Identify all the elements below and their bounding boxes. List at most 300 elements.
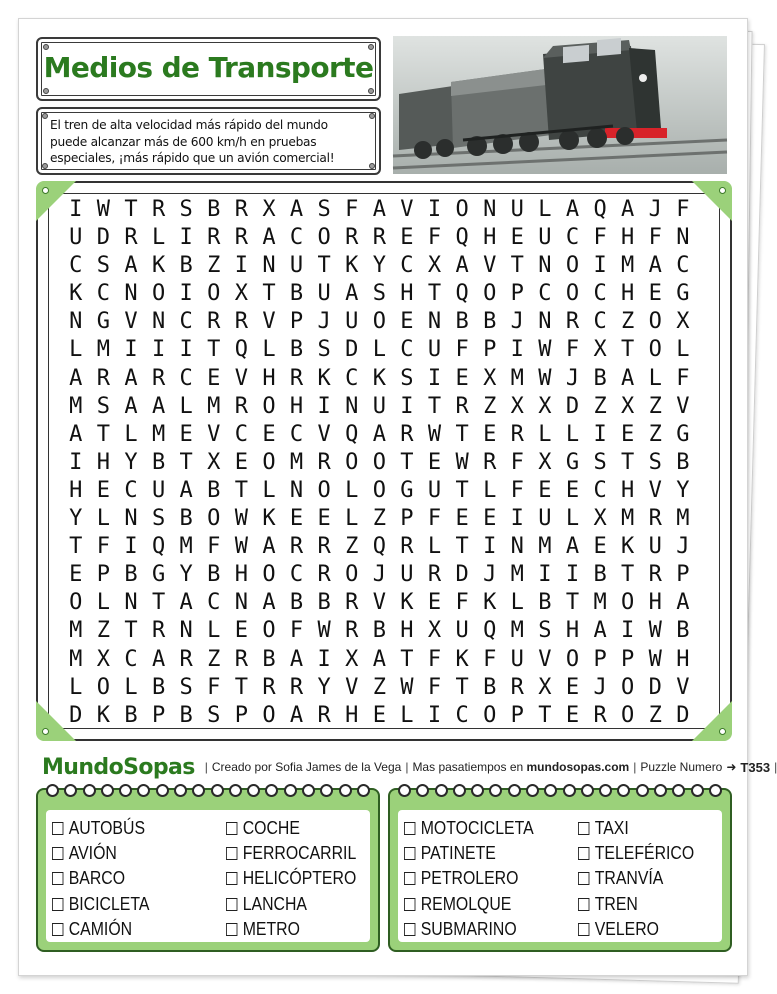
grid-letter[interactable]: Z <box>345 534 359 560</box>
grid-letter[interactable]: X <box>207 449 221 475</box>
grid-letter[interactable]: C <box>676 253 690 279</box>
grid-letter[interactable]: E <box>262 421 276 447</box>
grid-letter[interactable]: P <box>510 702 524 728</box>
grid-letter[interactable]: N <box>179 618 193 644</box>
grid-letter[interactable]: V <box>538 646 552 672</box>
grid-letter[interactable]: Z <box>621 309 635 335</box>
grid-letter[interactable]: I <box>510 506 524 532</box>
checkbox-icon[interactable] <box>52 822 63 835</box>
grid-letter[interactable]: Z <box>483 393 497 419</box>
checkbox-icon[interactable] <box>578 872 589 885</box>
grid-letter[interactable]: P <box>234 702 248 728</box>
grid-letter[interactable]: G <box>96 309 111 335</box>
grid-letter[interactable]: M <box>207 393 221 419</box>
grid-letter[interactable]: W <box>455 449 469 475</box>
grid-letter[interactable]: T <box>151 590 166 616</box>
grid-letter[interactable]: Q <box>345 421 359 447</box>
grid-letter[interactable]: F <box>289 618 304 644</box>
grid-letter[interactable]: O <box>262 449 276 475</box>
grid-letter[interactable]: J <box>565 365 580 391</box>
grid-letter[interactable]: R <box>289 674 304 700</box>
grid-letter[interactable]: O <box>648 337 662 363</box>
checkbox-icon[interactable] <box>404 898 415 911</box>
grid-letter[interactable]: F <box>207 674 221 700</box>
grid-letter[interactable]: Z <box>648 702 662 728</box>
grid-letter[interactable]: K <box>400 590 414 616</box>
grid-letter[interactable]: W <box>538 337 552 363</box>
grid-letter[interactable]: I <box>179 281 193 307</box>
grid-letter[interactable]: A <box>345 281 359 307</box>
grid-letter[interactable]: T <box>207 337 221 363</box>
grid-letter[interactable]: S <box>96 393 111 419</box>
grid-letter[interactable]: F <box>427 674 442 700</box>
grid-letter[interactable]: E <box>234 449 248 475</box>
grid-letter[interactable]: F <box>96 534 111 560</box>
grid-letter[interactable]: Z <box>207 646 221 672</box>
grid-letter[interactable]: H <box>621 225 635 251</box>
grid-letter[interactable]: L <box>151 225 166 251</box>
grid-letter[interactable]: L <box>538 421 552 447</box>
grid-letter[interactable]: E <box>69 562 83 588</box>
grid-letter[interactable]: K <box>317 365 331 391</box>
grid-letter[interactable]: L <box>538 197 552 222</box>
grid-letter[interactable]: U <box>151 477 166 503</box>
grid-letter[interactable]: A <box>262 534 276 560</box>
grid-letter[interactable]: L <box>400 702 414 728</box>
grid-letter[interactable]: R <box>262 674 276 700</box>
grid-letter[interactable]: S <box>317 197 331 222</box>
grid-letter[interactable]: R <box>151 197 166 222</box>
grid-letter[interactable]: F <box>427 646 442 672</box>
grid-letter[interactable]: L <box>510 590 524 616</box>
grid-letter[interactable]: E <box>565 674 580 700</box>
letter-grid[interactable] <box>62 196 710 730</box>
grid-letter[interactable]: P <box>510 281 524 307</box>
grid-letter[interactable]: K <box>345 253 359 279</box>
grid-letter[interactable]: R <box>400 534 414 560</box>
grid-letter[interactable]: D <box>455 562 469 588</box>
grid-letter[interactable]: T <box>621 562 635 588</box>
grid-letter[interactable]: N <box>676 225 690 251</box>
grid-letter[interactable]: H <box>345 702 359 728</box>
grid-letter[interactable]: V <box>676 674 690 700</box>
grid-letter[interactable]: R <box>345 225 359 251</box>
grid-letter[interactable]: M <box>510 618 524 644</box>
grid-letter[interactable]: M <box>151 421 166 447</box>
grid-letter[interactable]: E <box>96 477 111 503</box>
grid-letter[interactable]: R <box>289 534 304 560</box>
grid-letter[interactable]: N <box>510 534 524 560</box>
grid-letter[interactable]: I <box>538 562 552 588</box>
grid-letter[interactable]: B <box>179 506 193 532</box>
grid-letter[interactable]: V <box>262 309 276 335</box>
grid-letter[interactable]: P <box>400 506 414 532</box>
grid-letter[interactable]: L <box>262 337 276 363</box>
grid-letter[interactable]: N <box>234 590 248 616</box>
grid-letter[interactable]: A <box>593 618 607 644</box>
grid-letter[interactable]: T <box>510 253 524 279</box>
grid-letter[interactable]: O <box>151 281 166 307</box>
grid-letter[interactable]: O <box>483 702 497 728</box>
grid-letter[interactable]: W <box>648 618 662 644</box>
grid-letter[interactable]: R <box>317 702 331 728</box>
grid-letter[interactable]: N <box>538 309 552 335</box>
grid-letter[interactable]: O <box>372 309 386 335</box>
grid-letter[interactable]: B <box>593 365 607 391</box>
grid-letter[interactable]: D <box>96 225 111 251</box>
grid-letter[interactable]: U <box>69 225 83 251</box>
grid-letter[interactable]: B <box>676 449 690 475</box>
grid-letter[interactable]: I <box>151 337 166 363</box>
grid-letter[interactable]: R <box>565 309 580 335</box>
checkbox-icon[interactable] <box>226 923 237 936</box>
grid-letter[interactable]: Y <box>317 674 331 700</box>
grid-letter[interactable]: B <box>593 562 607 588</box>
grid-letter[interactable]: O <box>345 562 359 588</box>
grid-letter[interactable]: E <box>648 281 662 307</box>
grid-letter[interactable]: A <box>372 197 386 222</box>
grid-letter[interactable]: T <box>621 449 635 475</box>
grid-letter[interactable]: N <box>427 309 442 335</box>
grid-letter[interactable]: E <box>593 534 607 560</box>
grid-letter[interactable]: O <box>96 674 111 700</box>
grid-letter[interactable]: X <box>621 393 635 419</box>
grid-letter[interactable]: L <box>124 421 138 447</box>
grid-letter[interactable]: Z <box>372 506 386 532</box>
grid-letter[interactable]: C <box>179 309 193 335</box>
grid-letter[interactable]: M <box>69 646 83 672</box>
word-list-item[interactable] <box>578 892 694 917</box>
grid-letter[interactable]: S <box>317 337 331 363</box>
grid-letter[interactable]: R <box>510 674 524 700</box>
grid-letter[interactable]: R <box>317 534 331 560</box>
grid-letter[interactable]: P <box>621 646 635 672</box>
grid-letter[interactable]: O <box>262 618 276 644</box>
grid-letter[interactable]: P <box>676 562 690 588</box>
word-list-item[interactable] <box>578 917 694 942</box>
grid-letter[interactable]: R <box>234 309 248 335</box>
grid-letter[interactable]: G <box>400 477 414 503</box>
grid-letter[interactable]: O <box>565 253 580 279</box>
grid-letter[interactable]: V <box>207 421 221 447</box>
grid-letter[interactable]: I <box>593 253 607 279</box>
grid-letter[interactable]: A <box>289 702 304 728</box>
grid-letter[interactable]: B <box>372 618 386 644</box>
grid-letter[interactable]: Z <box>372 674 386 700</box>
grid-letter[interactable]: O <box>372 477 386 503</box>
grid-letter[interactable]: A <box>621 197 635 222</box>
grid-letter[interactable]: J <box>648 197 662 222</box>
grid-letter[interactable]: M <box>96 337 111 363</box>
grid-letter[interactable]: A <box>179 477 193 503</box>
grid-letter[interactable]: S <box>207 702 221 728</box>
grid-letter[interactable]: R <box>345 590 359 616</box>
grid-letter[interactable]: I <box>400 393 414 419</box>
grid-letter[interactable]: Q <box>234 337 248 363</box>
checkbox-icon[interactable] <box>226 872 237 885</box>
grid-letter[interactable]: H <box>621 281 635 307</box>
grid-letter[interactable]: T <box>455 674 469 700</box>
grid-letter[interactable]: T <box>234 477 248 503</box>
grid-letter[interactable]: A <box>124 253 138 279</box>
grid-letter[interactable]: H <box>400 618 414 644</box>
grid-letter[interactable]: B <box>538 590 552 616</box>
grid-letter[interactable]: S <box>151 506 166 532</box>
grid-letter[interactable]: A <box>289 197 304 222</box>
grid-letter[interactable]: T <box>179 449 193 475</box>
grid-letter[interactable]: T <box>124 618 138 644</box>
grid-letter[interactable]: J <box>676 534 690 560</box>
grid-letter[interactable]: I <box>124 337 138 363</box>
grid-letter[interactable]: X <box>538 674 552 700</box>
grid-letter[interactable]: E <box>372 702 386 728</box>
grid-letter[interactable]: S <box>179 197 193 222</box>
grid-letter[interactable]: A <box>262 225 276 251</box>
grid-letter[interactable]: X <box>427 618 442 644</box>
grid-letter[interactable]: E <box>179 421 193 447</box>
grid-letter[interactable]: S <box>400 365 414 391</box>
grid-letter[interactable]: V <box>372 590 386 616</box>
grid-letter[interactable]: T <box>124 197 138 222</box>
grid-letter[interactable]: L <box>372 337 386 363</box>
grid-letter[interactable]: B <box>207 477 221 503</box>
grid-letter[interactable]: M <box>69 393 83 419</box>
grid-letter[interactable]: P <box>483 337 497 363</box>
grid-letter[interactable]: W <box>400 674 414 700</box>
grid-letter[interactable]: B <box>455 309 469 335</box>
checkbox-icon[interactable] <box>404 847 415 860</box>
grid-letter[interactable]: R <box>400 421 414 447</box>
grid-letter[interactable]: R <box>317 562 331 588</box>
grid-letter[interactable]: E <box>455 365 469 391</box>
grid-letter[interactable]: R <box>372 225 386 251</box>
grid-letter[interactable]: Q <box>483 618 497 644</box>
word-list-item[interactable] <box>226 866 356 891</box>
grid-letter[interactable]: A <box>124 365 138 391</box>
grid-letter[interactable]: L <box>345 477 359 503</box>
grid-letter[interactable]: H <box>483 225 497 251</box>
grid-letter[interactable]: F <box>207 534 221 560</box>
grid-letter[interactable]: Y <box>676 477 690 503</box>
grid-letter[interactable]: C <box>207 590 221 616</box>
grid-letter[interactable]: F <box>648 225 662 251</box>
grid-letter[interactable]: A <box>372 646 386 672</box>
grid-letter[interactable]: C <box>400 337 414 363</box>
checkbox-icon[interactable] <box>404 822 415 835</box>
grid-letter[interactable]: H <box>676 646 690 672</box>
grid-letter[interactable]: V <box>317 421 331 447</box>
grid-letter[interactable]: D <box>676 702 690 728</box>
grid-letter[interactable]: C <box>69 253 83 279</box>
grid-letter[interactable]: O <box>262 702 276 728</box>
grid-letter[interactable]: E <box>483 506 497 532</box>
grid-letter[interactable]: B <box>483 674 497 700</box>
grid-letter[interactable]: X <box>538 449 552 475</box>
grid-letter[interactable]: A <box>565 197 580 222</box>
grid-letter[interactable]: J <box>372 562 386 588</box>
grid-letter[interactable]: Z <box>648 393 662 419</box>
grid-letter[interactable]: H <box>648 590 662 616</box>
grid-letter[interactable]: Q <box>455 225 469 251</box>
grid-letter[interactable]: E <box>538 477 552 503</box>
grid-letter[interactable]: N <box>69 309 83 335</box>
grid-letter[interactable]: H <box>621 477 635 503</box>
grid-letter[interactable]: J <box>483 562 497 588</box>
grid-letter[interactable]: Y <box>69 506 83 532</box>
grid-letter[interactable]: L <box>69 337 83 363</box>
grid-letter[interactable]: O <box>317 225 331 251</box>
grid-letter[interactable]: L <box>483 477 497 503</box>
grid-letter[interactable]: K <box>262 506 276 532</box>
grid-letter[interactable]: Z <box>96 618 111 644</box>
grid-letter[interactable]: P <box>289 309 304 335</box>
grid-letter[interactable]: T <box>400 646 414 672</box>
checkbox-icon[interactable] <box>52 872 63 885</box>
grid-letter[interactable]: M <box>538 534 552 560</box>
grid-letter[interactable]: I <box>317 646 331 672</box>
grid-letter[interactable]: C <box>289 562 304 588</box>
grid-letter[interactable]: G <box>151 562 166 588</box>
grid-letter[interactable]: T <box>538 702 552 728</box>
grid-letter[interactable]: T <box>96 421 111 447</box>
grid-letter[interactable]: E <box>400 309 414 335</box>
grid-letter[interactable]: T <box>427 393 442 419</box>
grid-letter[interactable]: V <box>234 365 248 391</box>
grid-letter[interactable]: B <box>207 197 221 222</box>
grid-letter[interactable]: J <box>510 309 524 335</box>
grid-letter[interactable]: N <box>262 253 276 279</box>
grid-letter[interactable]: H <box>96 449 111 475</box>
grid-letter[interactable]: Q <box>151 534 166 560</box>
grid-letter[interactable]: B <box>262 646 276 672</box>
grid-letter[interactable]: B <box>289 590 304 616</box>
grid-letter[interactable]: W <box>234 506 248 532</box>
grid-letter[interactable]: T <box>621 337 635 363</box>
grid-letter[interactable]: X <box>483 365 497 391</box>
word-list-item[interactable] <box>404 917 534 942</box>
grid-letter[interactable]: O <box>565 646 580 672</box>
grid-letter[interactable]: G <box>676 281 690 307</box>
grid-letter[interactable]: B <box>289 337 304 363</box>
checkbox-icon[interactable] <box>52 898 63 911</box>
grid-letter[interactable]: R <box>234 393 248 419</box>
grid-letter[interactable]: O <box>262 393 276 419</box>
grid-letter[interactable]: K <box>372 365 386 391</box>
grid-letter[interactable]: K <box>621 534 635 560</box>
grid-letter[interactable]: Q <box>372 534 386 560</box>
grid-letter[interactable]: I <box>593 421 607 447</box>
grid-letter[interactable]: C <box>593 477 607 503</box>
word-list-item[interactable] <box>404 816 534 841</box>
grid-letter[interactable]: T <box>427 281 442 307</box>
grid-letter[interactable]: G <box>676 421 690 447</box>
grid-letter[interactable]: A <box>151 646 166 672</box>
grid-letter[interactable]: H <box>262 365 276 391</box>
grid-letter[interactable]: W <box>317 618 331 644</box>
grid-letter[interactable]: D <box>69 702 83 728</box>
grid-letter[interactable]: E <box>455 506 469 532</box>
grid-letter[interactable]: U <box>538 225 552 251</box>
grid-letter[interactable]: A <box>455 253 469 279</box>
grid-letter[interactable]: B <box>124 562 138 588</box>
grid-letter[interactable]: U <box>510 646 524 672</box>
grid-letter[interactable]: F <box>427 506 442 532</box>
grid-letter[interactable]: E <box>510 225 524 251</box>
grid-letter[interactable]: U <box>510 197 524 222</box>
checkbox-icon[interactable] <box>578 822 589 835</box>
grid-letter[interactable]: A <box>676 590 690 616</box>
checkbox-icon[interactable] <box>52 923 63 936</box>
grid-letter[interactable]: X <box>345 646 359 672</box>
grid-letter[interactable]: C <box>96 281 111 307</box>
grid-letter[interactable]: U <box>538 506 552 532</box>
grid-letter[interactable]: W <box>648 646 662 672</box>
grid-letter[interactable]: C <box>124 646 138 672</box>
grid-letter[interactable]: Q <box>455 281 469 307</box>
grid-letter[interactable]: O <box>565 281 580 307</box>
word-list-item[interactable] <box>404 866 534 891</box>
grid-letter[interactable]: M <box>289 449 304 475</box>
grid-letter[interactable]: O <box>483 281 497 307</box>
grid-letter[interactable]: O <box>69 590 83 616</box>
grid-letter[interactable]: L <box>648 365 662 391</box>
grid-letter[interactable]: E <box>565 702 580 728</box>
grid-letter[interactable]: I <box>427 197 442 222</box>
grid-letter[interactable]: K <box>151 253 166 279</box>
grid-letter[interactable]: K <box>483 590 497 616</box>
word-list-item[interactable] <box>578 841 694 866</box>
grid-letter[interactable]: R <box>593 702 607 728</box>
grid-letter[interactable]: R <box>345 618 359 644</box>
grid-letter[interactable]: A <box>69 365 83 391</box>
word-list-item[interactable] <box>52 892 149 917</box>
grid-letter[interactable]: B <box>317 590 331 616</box>
grid-letter[interactable]: F <box>676 197 690 222</box>
grid-letter[interactable]: A <box>372 421 386 447</box>
grid-letter[interactable]: C <box>455 702 469 728</box>
grid-letter[interactable]: F <box>345 197 359 222</box>
grid-letter[interactable]: M <box>510 365 524 391</box>
grid-letter[interactable]: F <box>565 337 580 363</box>
word-list-item[interactable] <box>226 841 356 866</box>
grid-letter[interactable]: L <box>676 337 690 363</box>
grid-letter[interactable]: F <box>455 337 469 363</box>
grid-letter[interactable]: M <box>621 506 635 532</box>
grid-letter[interactable]: P <box>593 646 607 672</box>
grid-letter[interactable]: U <box>455 618 469 644</box>
checkbox-icon[interactable] <box>226 822 237 835</box>
grid-letter[interactable]: F <box>455 590 469 616</box>
grid-letter[interactable]: H <box>69 477 83 503</box>
grid-letter[interactable]: L <box>427 534 442 560</box>
grid-letter[interactable]: F <box>427 225 442 251</box>
grid-letter[interactable]: X <box>262 197 276 222</box>
grid-letter[interactable]: L <box>345 506 359 532</box>
grid-letter[interactable]: S <box>96 253 111 279</box>
grid-letter[interactable]: V <box>345 674 359 700</box>
checkbox-icon[interactable] <box>578 847 589 860</box>
grid-letter[interactable]: H <box>289 393 304 419</box>
checkbox-icon[interactable] <box>404 923 415 936</box>
grid-letter[interactable]: N <box>124 506 138 532</box>
grid-letter[interactable]: S <box>648 449 662 475</box>
grid-letter[interactable]: U <box>427 477 442 503</box>
grid-letter[interactable]: I <box>427 702 442 728</box>
grid-letter[interactable]: S <box>372 281 386 307</box>
grid-letter[interactable]: C <box>289 421 304 447</box>
grid-letter[interactable]: O <box>345 449 359 475</box>
grid-letter[interactable]: C <box>234 421 248 447</box>
